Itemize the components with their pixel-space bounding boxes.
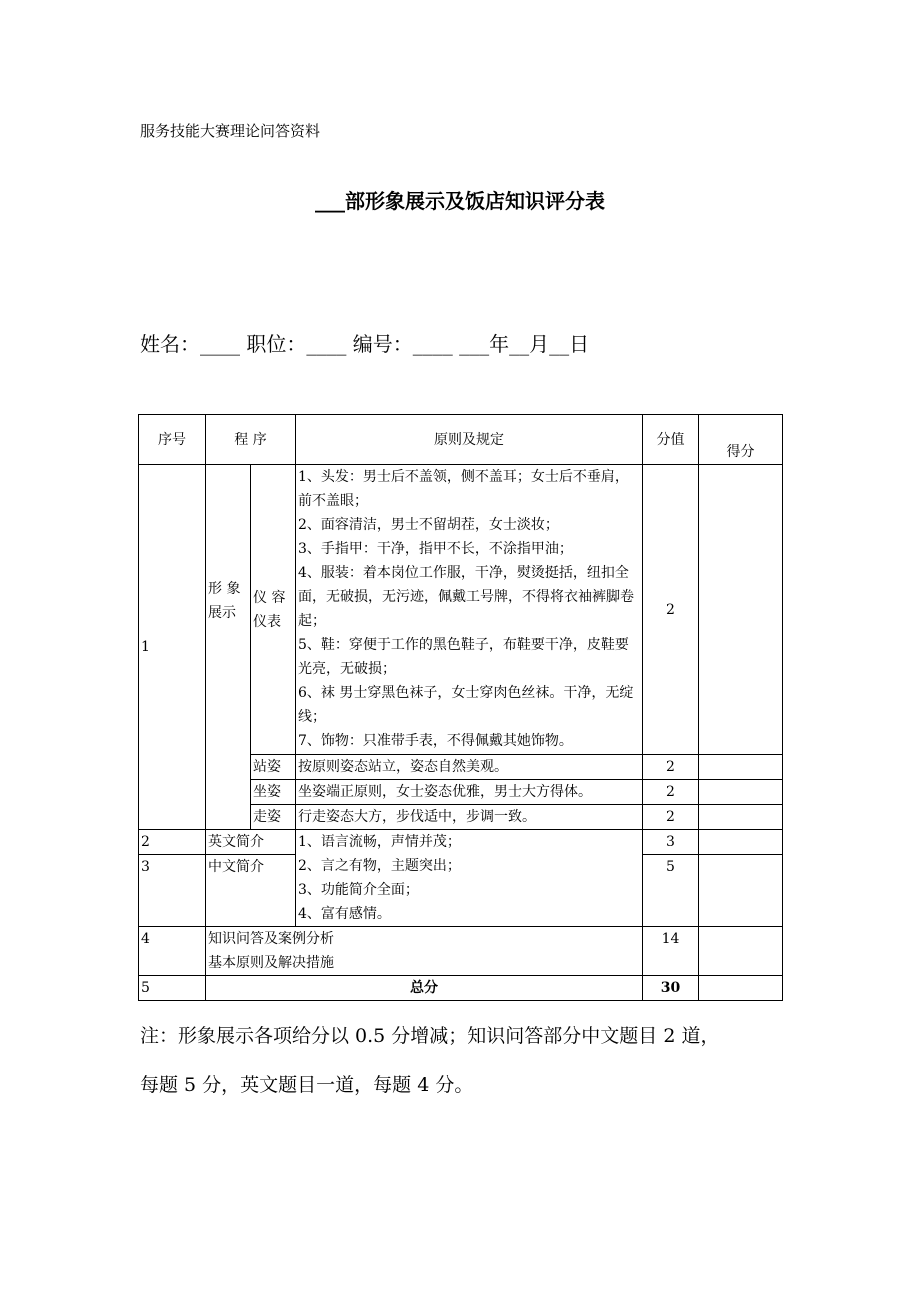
table-header-row — [139, 415, 783, 465]
row3-procedure: 中文简介 — [206, 855, 296, 927]
row4-procedure — [206, 927, 643, 976]
rule-item: 2、面容清洁，男士不留胡茬，女士淡妆； — [298, 517, 559, 533]
row3-got — [699, 855, 783, 927]
row1-score: 2 — [643, 465, 699, 755]
row4-procedure-line2: 基本原则及解决措施 — [208, 955, 334, 971]
row1-sub-appearance: 仪 容仪表 — [251, 465, 296, 755]
row2-got — [699, 830, 783, 855]
rule-item: 1、头发：男士后不盖领，侧不盖耳；女士后不垂肩，前不盖眼； — [298, 469, 629, 509]
row1-score-walking: 2 — [643, 805, 699, 830]
header-no: 序号 — [139, 415, 206, 465]
row5-no: 5 — [139, 976, 206, 1001]
row1-sub-sitting: 坐姿 — [251, 780, 296, 805]
row4-procedure-line1: 知识问答及案例分析 — [208, 931, 334, 947]
score-table — [138, 414, 783, 1001]
row3-no: 3 — [139, 855, 206, 927]
row1-got — [699, 465, 783, 755]
row1-rule-sitting: 坐姿端正原则，女士姿态优雅，男士大方得体。 — [296, 780, 643, 805]
header-rules: 原则及规定 — [296, 415, 643, 465]
rule-item: 1、语言流畅，声情并茂； — [298, 834, 461, 850]
row1-score-standing: 2 — [643, 755, 699, 780]
row1-sub-walking: 走姿 — [251, 805, 296, 830]
table-row — [139, 465, 783, 755]
row1-rule-walking: 行走姿态大方，步伐适中，步调一致。 — [296, 805, 643, 830]
total-score: 30 — [643, 976, 699, 1001]
document-header: 服务技能大赛理论问答资料 — [140, 122, 321, 140]
header-score: 分值 — [643, 415, 699, 465]
row1-category: 形 象展示 — [206, 465, 251, 830]
table-row — [139, 976, 783, 1001]
row1-score-sitting: 2 — [643, 780, 699, 805]
row2-score: 3 — [643, 830, 699, 855]
rule-item: 3、手指甲：干净，指甲不长，不涂指甲油； — [298, 541, 573, 557]
row23-rules — [296, 830, 643, 927]
row3-score: 5 — [643, 855, 699, 927]
row1-got-standing — [699, 755, 783, 780]
page-title: ___部形象展示及饭店知识评分表 — [315, 189, 605, 213]
row4-got — [699, 927, 783, 976]
footnote-line2: 每题 5 分，英文题目一道，每题 4 分。 — [140, 1074, 474, 1096]
row1-sub-standing: 站姿 — [251, 755, 296, 780]
row1-got-walking — [699, 805, 783, 830]
row2-no: 2 — [139, 830, 206, 855]
header-procedure: 程 序 — [206, 415, 296, 465]
footnote — [140, 1012, 800, 1110]
rule-item: 2、言之有物，主题突出； — [298, 858, 461, 874]
rule-item: 5、鞋：穿便于工作的黑色鞋子，布鞋要干净，皮鞋要光亮，无破损； — [298, 637, 629, 677]
row4-score: 14 — [643, 927, 699, 976]
rule-item: 7、饰物：只准带手表，不得佩戴其她饰物。 — [298, 733, 573, 749]
table-row — [139, 927, 783, 976]
table-row — [139, 830, 783, 855]
row2-procedure: 英文简介 — [206, 830, 296, 855]
rule-item: 6、袜 男士穿黑色袜子，女士穿肉色丝袜。干净，无绽线； — [298, 685, 634, 725]
header-got: 得分 — [699, 415, 783, 465]
total-got — [699, 976, 783, 1001]
row1-got-sitting — [699, 780, 783, 805]
rule-item: 4、富有感情。 — [298, 906, 391, 922]
row1-no: 1 — [139, 465, 206, 830]
row1-rule-standing: 按原则姿态站立，姿态自然美观。 — [296, 755, 643, 780]
info-line: 姓名：____ 职位：____ 编号：____ ___年__月__日 — [140, 332, 590, 356]
rule-item: 4、服装：着本岗位工作服，干净，熨烫挺括，纽扣全面，无破损，无污迹，佩戴工号牌，不得将衣袖裤脚卷起； — [298, 565, 634, 629]
row1-rules — [296, 465, 643, 755]
rule-item: 3、功能简介全面； — [298, 882, 419, 898]
row4-no: 4 — [139, 927, 206, 976]
footnote-line1: 注：形象展示各项给分以 0.5 分增减；知识问答部分中文题目 2 道， — [140, 1025, 720, 1047]
total-label: 总分 — [206, 976, 643, 1001]
